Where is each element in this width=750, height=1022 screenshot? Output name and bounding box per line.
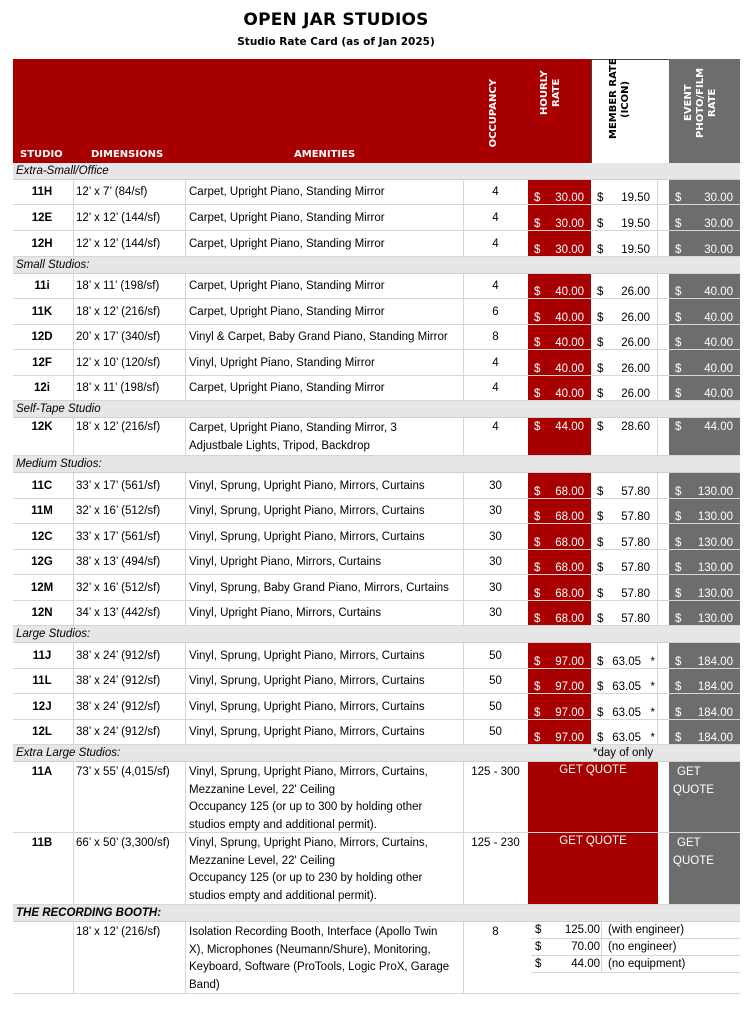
dimensions: 38’ x 24’ (912/sf): [73, 694, 185, 719]
dimensions: 12’ x 12’ (144/sf): [73, 205, 185, 230]
member-rate: $ 19.50: [591, 231, 658, 256]
table-row: [13, 325, 740, 350]
member-rate: $ 57.80: [591, 524, 658, 549]
amenities: Vinyl, Sprung, Upright Piano, Mirrors, Curtains: [185, 720, 463, 744]
member-rate: $ 63.05 *: [591, 669, 658, 693]
event-rate: $ 130.00: [669, 601, 740, 625]
table-row: [13, 499, 740, 524]
dimensions: 18’ x 12’ (216/sf): [73, 299, 185, 324]
member-rate: $ 26.00: [591, 274, 658, 298]
member-rate: $ 26.00: [591, 299, 658, 324]
member-rate: $ 19.50: [591, 205, 658, 230]
occupancy: 4: [463, 376, 527, 400]
dimensions: 34’ x 13’ (442/sf): [73, 601, 185, 625]
dimensions: 12’ x 12’ (144/sf): [73, 231, 185, 256]
studio-id: 12G: [31, 556, 53, 568]
amenities: Carpet, Upright Piano, Standing Mirror: [185, 274, 463, 298]
occupancy: 8: [463, 325, 527, 349]
hourly-rate: $ 40.00: [528, 299, 591, 324]
event-rate: $ 40.00: [669, 325, 740, 349]
event-rate: $ 130.00: [669, 575, 740, 600]
amenities: Vinyl, Upright Piano, Mirrors, Curtains: [185, 550, 463, 574]
studio-id: 11C: [31, 479, 53, 492]
table-row: [13, 643, 740, 669]
day-of-star: *: [650, 681, 655, 693]
dimensions: 18’ x 12’ (216/sf): [73, 418, 185, 455]
hourly-rate: $ 97.00: [528, 720, 591, 744]
hourly-rate: $ 68.00: [528, 601, 591, 625]
member-rate: $ 57.80: [591, 550, 658, 574]
member-rate: $ 57.80: [591, 575, 658, 600]
member-rate: $ 26.00: [591, 350, 658, 375]
table-row: [13, 180, 740, 205]
occupancy: 50: [463, 643, 527, 668]
header-occupancy: OCCUPANCY: [488, 78, 499, 147]
studio-id: 11i: [34, 280, 50, 292]
dimensions: 18’ x 11’ (198/sf): [73, 274, 185, 298]
event-rate: $ 40.00: [669, 376, 740, 400]
page-subtitle: Studio Rate Card (as of Jan 2025): [237, 36, 435, 48]
member-rate: $ 26.00: [591, 376, 658, 400]
event-rate: $ 40.00: [669, 299, 740, 324]
event-rate: $ 40.00: [669, 274, 740, 298]
studio-id: 12L: [32, 726, 52, 738]
hourly-rate: $ 30.00: [528, 205, 591, 230]
dimensions: 18’ x 11’ (198/sf): [73, 376, 185, 400]
day-of-star: *: [650, 706, 655, 719]
dimensions: 73’ x 55’ (4,015/sf): [73, 762, 185, 832]
studio-id: 12D: [31, 331, 53, 343]
table-row: [13, 550, 740, 575]
dimensions: 32’ x 16’ (512/sf): [73, 499, 185, 523]
table-row: [13, 694, 740, 720]
section-small: Small Studios:: [13, 257, 740, 274]
studio-id: 12i: [34, 382, 50, 394]
section-large: Large Studios:: [13, 626, 740, 643]
table-row: [13, 299, 740, 325]
occupancy: 4: [463, 180, 527, 204]
studio-id: 11H: [31, 186, 53, 198]
header-hourly: HOURLY RATE: [539, 70, 562, 116]
header-studio: STUDIO: [20, 149, 63, 160]
occupancy: 4: [463, 350, 527, 375]
dimensions: 66’ x 50’ (3,300/sf): [73, 833, 185, 904]
studio-id: 12N: [31, 607, 53, 619]
table-row: [13, 601, 740, 626]
occupancy: 4: [463, 205, 527, 230]
table-row: [13, 720, 740, 745]
occupancy: 125 - 230: [463, 833, 527, 904]
member-rate: $ 63.05 *: [591, 720, 658, 744]
studio-id: [13, 922, 71, 993]
hourly-rate: $ 97.00: [528, 643, 591, 668]
member-rate: $ 63.05 *: [591, 694, 658, 719]
table-row: [13, 231, 740, 257]
page-title: OPEN JAR STUDIOS: [243, 10, 429, 30]
get-quote-hourly: GET QUOTE: [528, 762, 658, 832]
studio-id: 11K: [31, 305, 53, 318]
booth-rate-with-engineer: $ 125.00 (with engineer): [531, 922, 740, 939]
occupancy: 4: [463, 231, 527, 256]
get-quote-hourly: GET QUOTE: [528, 833, 658, 904]
dimensions: 38’ x 13’ (494/sf): [73, 550, 185, 574]
amenities: Carpet, Upright Piano, Standing Mirror: [185, 299, 463, 324]
occupancy: 4: [463, 274, 527, 298]
dimensions: 12’ x 7’ (84/sf): [73, 180, 185, 204]
header-amenities: AMENITIES: [294, 149, 356, 160]
event-rate: $ 30.00: [669, 231, 740, 256]
table-header: [13, 59, 740, 163]
amenities: Vinyl, Sprung, Upright Piano, Mirrors, Curtains, Mezzanine Level, 22' Ceiling Occupancy 125 (or up to 300 by holding other studios empty and additional permit).: [185, 762, 463, 832]
dimensions: 33’ x 17’ (561/sf): [73, 524, 185, 549]
member-rate: $ 26.00: [591, 325, 658, 349]
header-red-band: [13, 59, 591, 163]
day-of-star: *: [650, 732, 655, 744]
hourly-rate: $ 68.00: [528, 524, 591, 549]
table-row: [13, 418, 740, 456]
member-rate: $ 57.80: [591, 473, 658, 498]
section-extra-small: Extra-Small/Office: [13, 163, 740, 180]
amenities: Vinyl, Sprung, Upright Piano, Mirrors, Curtains: [185, 524, 463, 549]
occupancy: 30: [463, 601, 527, 625]
hourly-rate: $ 68.00: [528, 550, 591, 574]
studio-id: 12C: [31, 530, 53, 543]
hourly-rate: $ 68.00: [528, 499, 591, 523]
member-rate: $ 57.80: [591, 601, 658, 625]
amenities: Vinyl, Sprung, Upright Piano, Mirrors, Curtains: [185, 669, 463, 693]
table-row: [13, 524, 740, 550]
hourly-rate: $ 40.00: [528, 376, 591, 400]
dimensions: 18’ x 12’ (216/sf): [73, 922, 185, 993]
amenities: Carpet, Upright Piano, Standing Mirror: [185, 205, 463, 230]
table-row: [13, 350, 740, 376]
studio-id: 12F: [32, 356, 52, 369]
event-rate: $ 130.00: [669, 550, 740, 574]
hourly-rate: $ 68.00: [528, 575, 591, 600]
hourly-rate: $ 30.00: [528, 180, 591, 204]
table-row: [13, 833, 740, 905]
dimensions: 38’ x 24’ (912/sf): [73, 643, 185, 668]
event-rate: $ 184.00: [669, 669, 740, 693]
hourly-rate: $ 30.00: [528, 231, 591, 256]
table-row: [13, 575, 740, 601]
studio-id: 12E: [31, 211, 53, 224]
amenities: Vinyl, Sprung, Upright Piano, Mirrors, Curtains: [185, 694, 463, 719]
occupancy: 6: [463, 299, 527, 324]
hourly-rate: $ 97.00: [528, 694, 591, 719]
occupancy: 125 - 300: [463, 762, 527, 832]
studio-id: 12J: [32, 700, 52, 713]
dimensions: 32’ x 16’ (512/sf): [73, 575, 185, 600]
studio-id: 11J: [32, 649, 52, 662]
amenities: Vinyl, Sprung, Baby Grand Piano, Mirrors, Curtains: [185, 575, 463, 600]
event-rate: $ 184.00: [669, 643, 740, 668]
rate-table: [13, 163, 740, 994]
occupancy: 30: [463, 499, 527, 523]
event-rate: $ 30.00: [669, 205, 740, 230]
studio-id: 11L: [32, 675, 52, 687]
table-row: [13, 205, 740, 231]
hourly-rate: $ 40.00: [528, 325, 591, 349]
amenities: Vinyl, Sprung, Upright Piano, Mirrors, Curtains: [185, 643, 463, 668]
get-quote-event: GET QUOTE: [669, 762, 740, 832]
amenities: Vinyl, Sprung, Upright Piano, Mirrors, Curtains, Mezzanine Level, 22' Ceiling Occupancy 125 (or up to 230 by holding other studios empty and additional permit).: [185, 833, 463, 904]
occupancy: 50: [463, 694, 527, 719]
hourly-rate: $ 40.00: [528, 350, 591, 375]
section-extra-large: [13, 745, 740, 762]
amenities: Vinyl, Sprung, Upright Piano, Mirrors, Curtains: [185, 499, 463, 523]
dimensions: 38’ x 24’ (912/sf): [73, 669, 185, 693]
section-extra-large-label: Extra Large Studios:: [16, 747, 121, 759]
amenities: Vinyl, Upright Piano, Standing Mirror: [185, 350, 463, 375]
hourly-rate: $ 40.00: [528, 274, 591, 298]
amenities: Vinyl, Sprung, Upright Piano, Mirrors, Curtains: [185, 473, 463, 498]
occupancy: 30: [463, 550, 527, 574]
occupancy: 4: [463, 418, 527, 455]
studio-id: 12K: [31, 421, 53, 433]
hourly-rate: $ 97.00: [528, 669, 591, 693]
day-of-star: *: [650, 655, 655, 668]
studio-id: 11A: [31, 766, 53, 778]
get-quote-event: GET QUOTE: [669, 833, 740, 904]
event-rate: $ 44.00: [669, 418, 740, 455]
event-rate: $ 184.00: [669, 694, 740, 719]
occupancy: 50: [463, 720, 527, 744]
day-of-only-note: *day of only: [593, 747, 654, 759]
table-row: [13, 669, 740, 694]
table-row: [13, 473, 740, 499]
header-member: MEMBER RATE (ICON): [608, 58, 631, 140]
dimensions: 33’ x 17’ (561/sf): [73, 473, 185, 498]
header-dimensions: DIMENSIONS: [91, 149, 164, 160]
member-rate: $ 19.50: [591, 180, 658, 204]
amenities: Carpet, Upright Piano, Standing Mirror: [185, 180, 463, 204]
event-rate: $ 184.00: [669, 720, 740, 744]
table-row: [13, 274, 740, 299]
amenities: Vinyl, Upright Piano, Mirrors, Curtains: [185, 601, 463, 625]
booth-rate-no-engineer: $ 70.00 (no engineer): [531, 939, 740, 956]
section-self-tape: Self-Tape Studio: [13, 401, 740, 418]
section-recording-booth: THE RECORDING BOOTH:: [13, 905, 740, 922]
recording-booth-row: [13, 922, 740, 994]
amenities: Carpet, Upright Piano, Standing Mirror, 3 Adjustbale Lights, Tripod, Backdrop: [185, 418, 463, 455]
hourly-rate: $ 44.00: [528, 418, 591, 455]
studio-id: 11M: [31, 505, 53, 517]
dimensions: 12’ x 10’ (120/sf): [73, 350, 185, 375]
section-medium: Medium Studios:: [13, 456, 740, 473]
member-rate: $ 63.05 *: [591, 643, 658, 668]
amenities: Carpet, Upright Piano, Standing Mirror: [185, 376, 463, 400]
occupancy: 8: [463, 922, 527, 993]
studio-id: 12H: [31, 237, 53, 250]
event-rate: $ 130.00: [669, 524, 740, 549]
dimensions: 38’ x 24’ (912/sf): [73, 720, 185, 744]
event-rate: $ 30.00: [669, 180, 740, 204]
table-row: [13, 376, 740, 401]
occupancy: 30: [463, 524, 527, 549]
member-rate: $ 28.60: [591, 418, 658, 455]
studio-id: 12M: [30, 581, 54, 594]
occupancy: 50: [463, 669, 527, 693]
occupancy: 30: [463, 575, 527, 600]
member-rate: $ 57.80: [591, 499, 658, 523]
booth-rate-no-equipment: $ 44.00 (no equipment): [531, 956, 740, 973]
header-event: EVENT PHOTO/FILM RATE: [683, 67, 718, 139]
event-rate: $ 40.00: [669, 350, 740, 375]
amenities: Carpet, Upright Piano, Standing Mirror: [185, 231, 463, 256]
table-row: [13, 762, 740, 833]
hourly-rate: $ 68.00: [528, 473, 591, 498]
studio-id: 11B: [31, 837, 53, 849]
amenities: Isolation Recording Booth, Interface (Apollo Twin X), Microphones (Neumann/Shure), Monitoring, Keyboard, Software (ProTools, Logic ProX, Garage Band): [185, 922, 463, 993]
amenities: Vinyl & Carpet, Baby Grand Piano, Standing Mirror: [185, 325, 463, 349]
dimensions: 20’ x 17’ (340/sf): [73, 325, 185, 349]
occupancy: 30: [463, 473, 527, 498]
event-rate: $ 130.00: [669, 499, 740, 523]
event-rate: $ 130.00: [669, 473, 740, 498]
